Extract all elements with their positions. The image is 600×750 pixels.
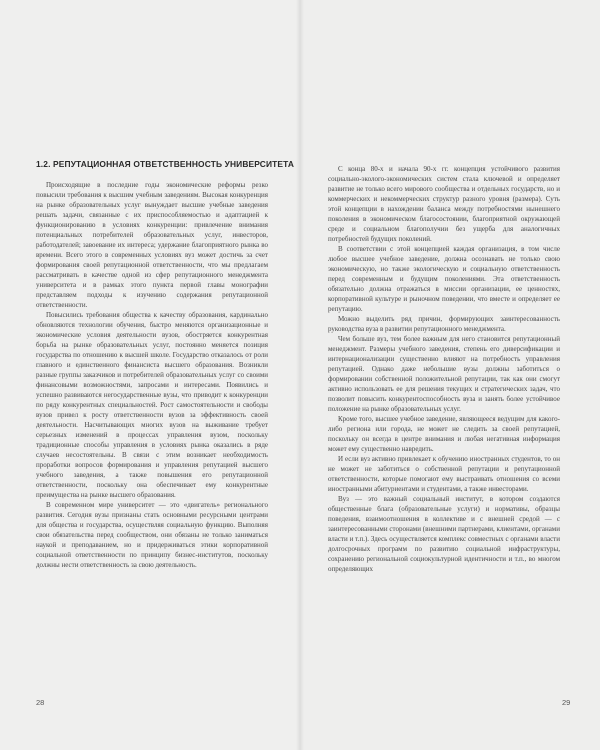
- paragraph: Происходящие в последние годы экономические реформы резко повысили требования к высшим учебным заведениям. Высокая конкуренция на рынке образовательных услуг вынуждает высшие учебные заведения решать задачи, связанные с их приспособляемостью и адаптацией к функционированию в условиях конкуренции: привлечение внимания потенциальных потребителей образовательных услуг, инвесторов, работодателей; завоевание их интереса; удержание благоприятного рынка во времени. Всего этого в современных условиях вуз может достичь за счет формирования своей репутационной ответственности, что мы предлагаем рассматривать в качестве одной из сфер репутационного менеджмента университета и в рамках этого пункта первой главы монографии представляем подходы к изучению содержания репутационной ответственности.: [36, 181, 268, 309]
- paragraph: Вуз — это важный социальный институт, в котором создаются общественные блага (образовательные услуги) и нормативы, образцы поведения, взаимоотношения в коллективе и с внешней средой — с заинтересованными сторонами (внешними партнерами, клиентами, органами власти и т.п.). Здесь осуществляется комплекс совместных с органами власти долгосрочных программ по развитию социальной инфраструктуры, сохранению региональной социокультурной идентичности и т.п., во многом определяющих: [328, 495, 560, 573]
- paragraph: Чем больше вуз, тем более важным для него становится репутационный менеджмент. Размеры учебного заведения, степень его диверсификации и интернационализации существенно влияют на потребность управления репутацией. Однако даже небольшие вузы должны заботиться о формировании собственной положительной репутации, так как они смогут активно использовать ее для решения текущих и стратегических задач, что позволит повысить конкурентоспособность вуза и занять более устойчивое положение на рынке образовательных услуг.: [328, 335, 560, 413]
- page-number: 29: [562, 698, 571, 707]
- paragraph: В соответствии с этой концепцией каждая организация, в том числе любое высшее учебное заведение, должна осознавать не только свою экономическую, но также экологическую и социальную ответственность перед современным и будущим поколениями. Эта ответственность обязательно должна отражаться в миссии организации, ее ценностях, корпоративной культуре и рыночном поведении, что вместе и определяет ее репутацию.: [328, 245, 560, 313]
- page-gutter-shadow: [296, 0, 304, 750]
- section-heading: 1.2. РЕПУТАЦИОННАЯ ОТВЕТСТВЕННОСТЬ УНИВЕРСИТЕТА: [36, 159, 295, 169]
- paragraph: Кроме того, высшее учебное заведение, являющееся ведущим для какого-либо региона или города, не может не следить за своей репутацией, поскольку он всегда в центре внимания и любая негативная информация может ему существенно навредить.: [328, 415, 560, 453]
- page-number: 28: [36, 698, 45, 707]
- paragraph: С конца 80-х и начала 90-х гг. концепция устойчивого развития социально-эколого-экономических систем стала ключевой и определяет развитие не только всего мирового сообщества и отдельных государств, но и коммерческих и некоммерческих структур разного уровня (размера). Суть этой концепции в нахождении баланса между потребностями нынешнего поколения в экономическом благосостоянии, благоприятной окружающей среде и социальном благополучии без ущерба для аналогичных потребностей будущих поколений.: [328, 165, 560, 243]
- left-text-column: [36, 180, 268, 570]
- paragraph: Можно выделить ряд причин, формирующих заинтересованность руководства вуза в развитии репутационного менеджмента.: [328, 315, 560, 333]
- right-text-column: [328, 164, 560, 574]
- paragraph: И если вуз активно привлекает к обучению иностранных студентов, то он не может не заботиться о собственной репутации и репутационной ответственности, которые помогают ему выстраивать отношения со всеми иностранными абитуриентами и студентами, а также инвесторами.: [328, 455, 560, 493]
- right-page: [300, 0, 600, 750]
- paragraph: Повысились требования общества к качеству образования, кардинально обновляются технологии обучения, быстро меняются организационные и экономические условия деятельности вузов, обостряется конкурентная борьба на рынке образовательных услуг, постоянно меняется позиция государства по отношению к высшей школе. Государство отказалось от роли главного и единственного финансиста высшего образования. Возникли разные группы заказчиков и потребителей образовательных услуг со своими финансовыми возможностями, запросами и интересами. Появились и успешно развиваются негосударственные вузы, что приводит к конкуренции по ряду конкурентных специальностей. Рост самостоятельности и свободы вузов привел к росту ответственности вузов за эффективность своей деятельности. Насчитывающих многих вузов на выживание требует серьезных изменений в процессах управления вузом, поскольку традиционные способы управления в условиях рынка оказались в ряде случаев несостоятельны. В связи с этим возникает необходимость проработки вопросов формирования и управления репутацией высшего учебного заведения, а также повышения его репутационной ответственности, поскольку она обеспечивает ему конкурентные преимущества на рынке высшего образования.: [36, 311, 268, 499]
- paragraph: В современном мире университет — это «двигатель» регионального развития. Сегодня вузы признаны стать основными ресурсными центрами для общества и государства, осуществляя социальную функцию. Выполняя свои обязательства перед сообществом, они обязаны не только заниматься наукой и преподаванием, но и придерживаться этики корпоративной социальной ответственности по принципу бизнес-институтов, поскольку должны нести ответственность за свою деятельность.: [36, 501, 268, 569]
